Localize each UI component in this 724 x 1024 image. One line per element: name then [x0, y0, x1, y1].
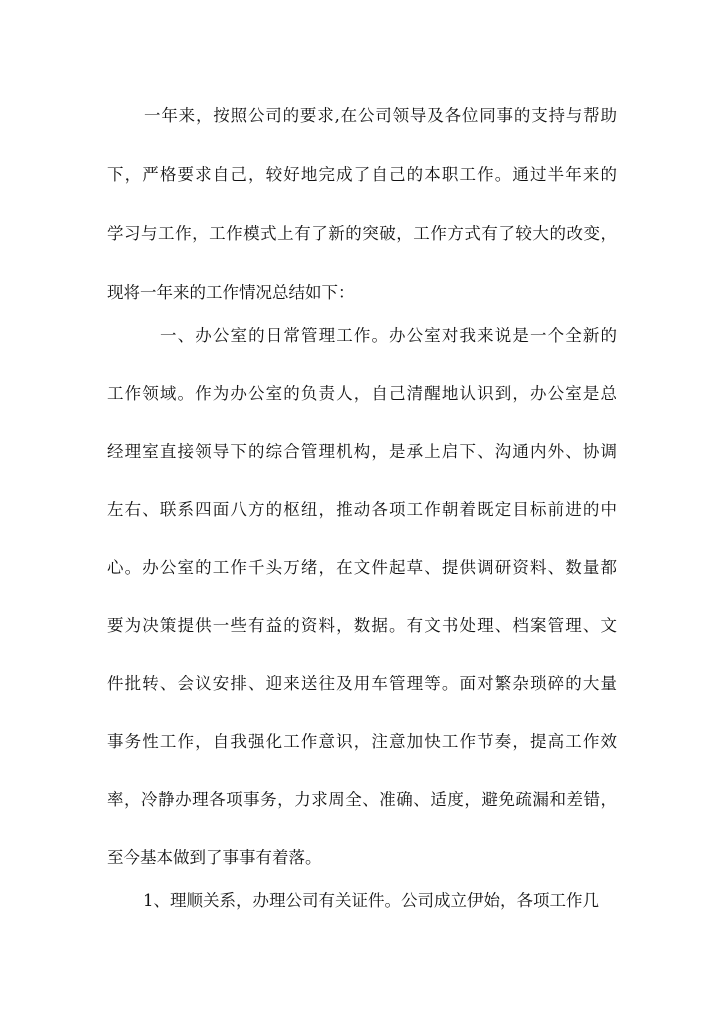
- paragraph-1-line-1: 一年来，按照公司的要求,在公司领导及各位同事的支持与帮助: [144, 106, 617, 125]
- paragraph-1-line-4: 现将一年来的工作情况总结如下：: [107, 283, 355, 302]
- paragraph-2-line-9: 率，冷静办理各项事务，力求周全、准确、适度，避免疏漏和差错，: [107, 790, 617, 809]
- paragraph-2-line-1: 一、办公室的日常管理工作。办公室对我来说是一个全新的: [160, 326, 617, 345]
- paragraph-3-line-1: 1、理顺关系，办理公司有关证件。公司成立伊始，各项工作几: [143, 891, 599, 910]
- paragraph-1-line-2: 下，严格要求自己，较好地完成了自己的本职工作。通过半年来的: [107, 165, 617, 184]
- paragraph-2-line-10: 至今基本做到了事事有着落。: [107, 848, 322, 867]
- paragraph-2-line-6: 要为决策提供一些有益的资料，数据。有文书处理、档案管理、文: [107, 616, 617, 635]
- paragraph-2-line-2: 工作领域。作为办公室的负责人，自己清醒地认识到，办公室是总: [107, 384, 617, 403]
- paragraph-1-line-3: 学习与工作，工作模式上有了新的突破，工作方式有了较大的改变，: [107, 224, 617, 243]
- paragraph-2-line-3: 经理室直接领导下的综合管理机构，是承上启下、沟通内外、协调: [107, 442, 617, 461]
- paragraph-2-line-5: 心。办公室的工作千头万绪，在文件起草、提供调研资料、数量都: [107, 558, 617, 577]
- paragraph-2-line-8: 事务性工作，自我强化工作意识，注意加快工作节奏，提高工作效: [107, 732, 617, 751]
- paragraph-2-line-7: 件批转、会议安排、迎来送往及用车管理等。面对繁杂琐碎的大量: [107, 674, 617, 693]
- paragraph-2-line-4: 左右、联系四面八方的枢纽，推动各项工作朝着既定目标前进的中: [107, 500, 617, 519]
